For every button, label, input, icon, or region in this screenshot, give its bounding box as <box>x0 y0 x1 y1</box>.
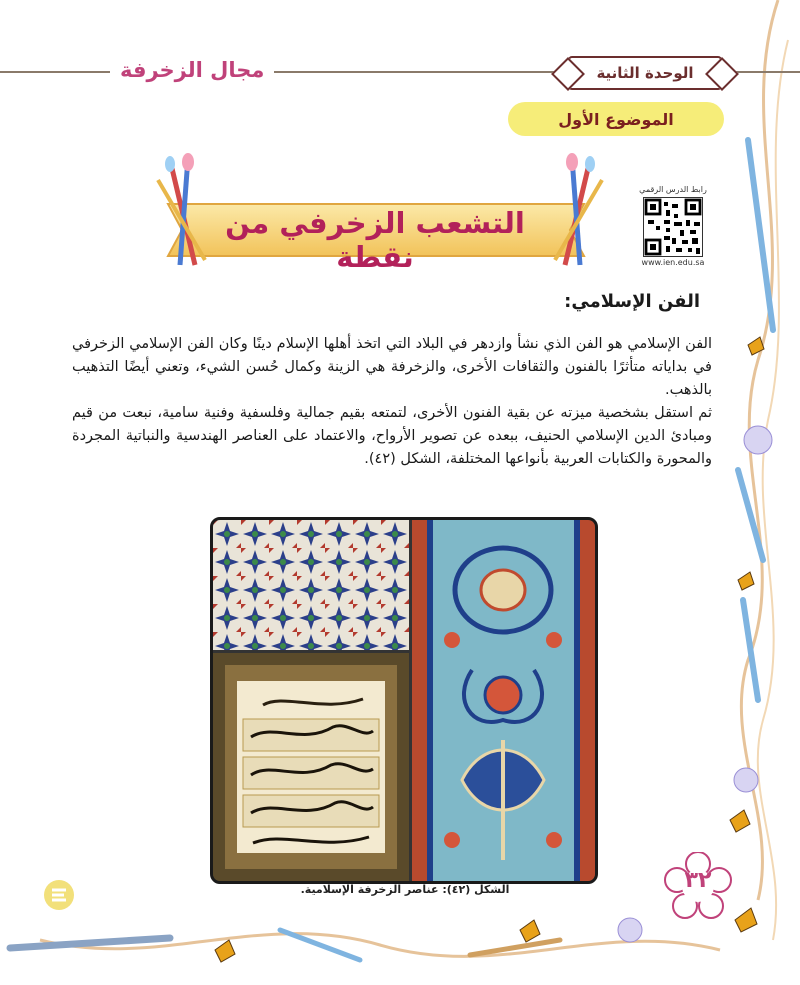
field-title: مجال الزخرفة <box>110 58 274 82</box>
page-number: ٣٢ <box>684 868 712 893</box>
floral-tile-panel-image <box>412 520 595 881</box>
geometric-tile-pattern-image <box>213 520 409 650</box>
figure-islamic-decoration <box>210 517 598 884</box>
qr-code-icon[interactable] <box>643 197 703 257</box>
decorative-vine <box>718 0 800 985</box>
lesson-title: التشعب الزخرفي من نقطة <box>225 206 525 274</box>
section-heading: الفن الإسلامي: <box>564 291 700 312</box>
qr-label: رابط الدرس الرقمي <box>639 185 707 194</box>
frame-ornament-icon <box>551 57 585 91</box>
unit-label: الوحدة الثانية <box>590 64 699 82</box>
calligraphy-manuscript-image <box>213 653 409 881</box>
unit-frame <box>568 56 722 90</box>
paragraph: الفن الإسلامي هو الفن الذي نشأ وازدهر في البلاد التي اتخذ أهلها الإسلام دينًا وكان الفن الإسلامي الزخرفي في بداياته متأثرًا بالفنون والثقافات الأخرى، والزخرفة هي الزينة وكمال حُسن الشيء، وتعني أيضًا التذهيب بالذهب. <box>72 336 712 398</box>
paragraph: ثم استقل بشخصية ميزته عن بقية الفنون الأخرى، لتمتعه بقيم جمالية وفلسفية وفنية سامية، نبعت من قيم ومبادئ الدين الإسلامي الحنيف، ببعده عن تصوير الأرواح، والاعتماد على العناصر الهندسية والنباتية المجردة والمحورة والكتابات العربية بأنواعها المختلفة، الشكل (٤٢). <box>72 405 712 467</box>
qr-url[interactable]: www.ien.edu.sa <box>641 258 705 267</box>
publisher-logo-icon <box>42 878 76 912</box>
topic-label: الموضوع الأول <box>508 102 724 136</box>
figure-caption: الشكل (٤٢): عناصر الزخرفة الإسلامية. <box>300 883 510 896</box>
